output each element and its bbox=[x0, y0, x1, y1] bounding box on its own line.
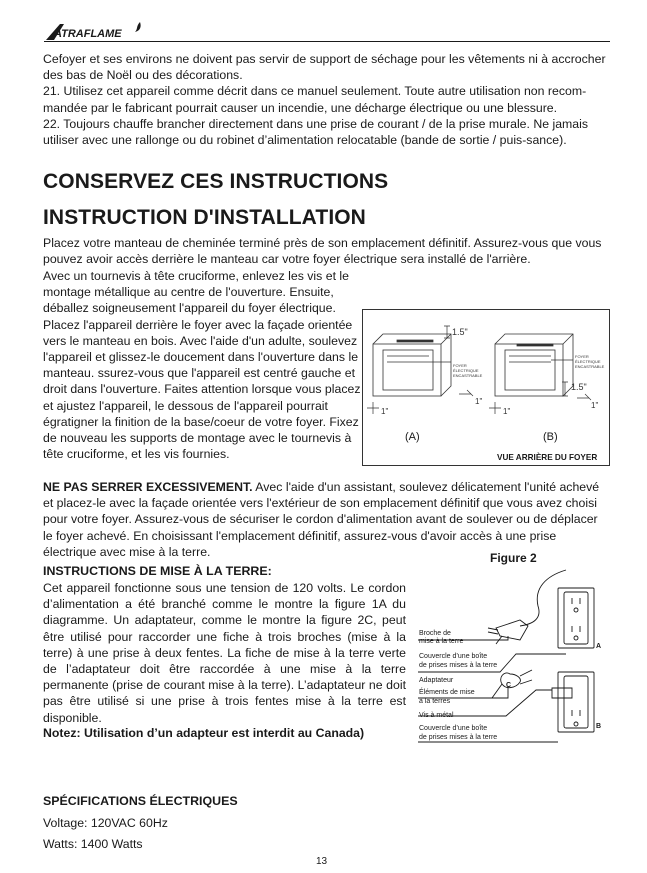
dim-a-top: 1.5" bbox=[452, 327, 468, 337]
fig2-cover-b-label-2: de prises mises à la terre bbox=[419, 734, 498, 741]
heading-save-instructions: CONSERVEZ CES INSTRUCTIONS bbox=[43, 170, 389, 193]
install-warning bbox=[43, 479, 609, 560]
specs-heading: SPÉCIFICATIONS ÉLECTRIQUES bbox=[43, 794, 238, 808]
fireplace-rear-view-diagram bbox=[362, 309, 610, 466]
dim-b-right: 1.5" bbox=[571, 382, 587, 392]
warning-bold: NE PAS SERRER EXCESSIVEMENT. bbox=[43, 480, 253, 494]
install-steps: Avec un tournevis à tête cruciforme, enlevez les vis et le montage métallique au centre de l'ouverture. Ensuite, déballez soigneusement l'appareil du foyer électrique. Placez l'appareil derrière le foyer avec la façade orientée vers le manteau en bois. Avec l'aide d'un adulte, soulevez l'appareil et glissez-le doucement dans l'ouverture dans le manteau. ssurez-vous que l'appareil est centré gauche et droit dans l'ouverture. Faites attention lorsque vous placez et ajustez l'appareil, le dessous de l'appareil pourrait égratigner la finition de la base/coeur de votre foyer. Fixez de nouveau les supports de montage avec le tournevis à tête cruciforme, et les vis fournies. bbox=[43, 269, 361, 462]
fig2-cover-a-label-2: de prises mises à la terre bbox=[419, 662, 498, 669]
logo-graphic bbox=[40, 20, 150, 42]
intro-para-2: 21. Utilisez cet appareil comme décrit dans ce manuel seulement. Toute autre utilisation non recom-mandée par le fabricant pourrait causer un incendie, une décharge électrique ou une blessure. bbox=[43, 84, 587, 115]
warning-text: Avec l'aide d'un assistant, soulevez délicatement l'unité achevé et placez-le avec la façade orientée vers l'extérieur de son emplacement définitif que vous avez choisi pour votre foyer. Assurez-vous de sécuriser le cordon d'alimentation avant de soulever ou de déplacer le foyer achevé. En choisissant l'emplacement définitif, assurez-vous d'avoir accès à une prise électrique avec mise à la terre. bbox=[43, 480, 600, 559]
unit-b-label-line-3: ENCASTRABLE bbox=[575, 364, 605, 369]
unit-a-label-line-3: ENCASTRABLE bbox=[453, 373, 483, 378]
fig2-letter-c: C bbox=[506, 682, 512, 689]
specs-watts: Watts: 1400 Watts bbox=[43, 837, 143, 851]
logo-text: ATRAFLAME bbox=[54, 28, 122, 40]
heading-installation: INSTRUCTION D'INSTALLATION bbox=[43, 206, 366, 229]
fig2-plug-label-1: Broche de bbox=[419, 630, 451, 637]
dim-b-right-bottom: 1" bbox=[591, 401, 599, 410]
unit-a-label-line-1: FOYER bbox=[453, 363, 467, 368]
header-logo bbox=[40, 20, 150, 42]
unit-a-label-line-2: ÉLECTRIQUE bbox=[453, 368, 479, 373]
fig2-plug-label-2: mise à la terre bbox=[419, 638, 464, 645]
fig2-ground-label-1: Éléments de mise bbox=[419, 689, 475, 696]
grounding-figure-2 bbox=[416, 566, 612, 756]
unit-b-drawing bbox=[495, 334, 573, 396]
intro-para-3: 22. Toujours chauffe brancher directement dans une prise de courant / de la prise murale. Ne jamais utiliser avec une rallonge ou du robinet d’alimentation relocatable (bande de sortie / puis-sance). bbox=[43, 116, 589, 148]
fig2-cover-b-label-1: Couvercle d’une boîte bbox=[419, 725, 488, 732]
grounding-note: Notez: Utilisation d’un adapteur est interdit au Canada) bbox=[43, 726, 365, 740]
diagram-caption: VUE ARRIÈRE DU FOYER bbox=[497, 453, 598, 462]
unit-a-drawing bbox=[373, 334, 451, 396]
outlet-b bbox=[564, 676, 588, 728]
unit-b-label-line-2: ÉLECTRIQUE bbox=[575, 359, 601, 364]
fig2-ground-label-2: à la terres bbox=[419, 698, 451, 705]
figure-2-title: Figure 2 bbox=[490, 551, 537, 565]
power-cord bbox=[520, 570, 566, 626]
fig2-cover-a-label-1: Couvercle d’une boîte bbox=[419, 653, 488, 660]
fig2-letter-a: A bbox=[596, 643, 602, 650]
dim-a-left: 1" bbox=[381, 407, 389, 416]
fig2-screw-label: Vis à métal bbox=[419, 712, 454, 719]
page-number: 13 bbox=[316, 856, 328, 867]
unit-b-label-line-1: FOYER bbox=[575, 354, 589, 359]
fig2-adapter-label: Adaptateur bbox=[419, 677, 454, 684]
header-rule bbox=[44, 41, 610, 42]
label-a: (A) bbox=[405, 431, 420, 443]
grounding-heading: INSTRUCTIONS DE MISE À LA TERRE: bbox=[43, 564, 272, 578]
intro-block bbox=[43, 51, 609, 148]
fig2-letter-b: B bbox=[596, 723, 602, 730]
dim-b-left: 1" bbox=[503, 407, 511, 416]
grounding-text: Cet appareil fonctionne sous une tension de 120 volts. Le cordon d’alimentation a été branché comme le montre la figure 1A du diagramme. Un adaptateur, comme le montre la figure 2C, peut être utilisé pour raccorder une fiche à trois broches (mise à la terre) à une prise à deux fentes. La fiche de mise à la terre verte de l’adaptateur doit être raccordée à une mise à la terre permanente (prise de courant mise à la terre). L’adaptateur ne doit pas être utilisé si une prise à trois fentes mise à la terre est disponible. bbox=[43, 581, 406, 725]
intro-para-1: Cefoyer et ses environs ne doivent pas servir de support de séchage pour les vêtements ni à accrocher des bas de Noël ou des décorations. bbox=[43, 52, 606, 83]
specs-voltage: Voltage: 120VAC 60Hz bbox=[43, 816, 168, 830]
install-para-1: Placez votre manteau de cheminée terminé près de son emplacement définitif. Assurez-vous que vous pouvez avoir accès derrière le manteau car votre foyer électrique sera installé de l'arrière. bbox=[43, 236, 602, 267]
dim-a-right: 1" bbox=[475, 397, 483, 406]
label-b: (B) bbox=[543, 431, 558, 443]
